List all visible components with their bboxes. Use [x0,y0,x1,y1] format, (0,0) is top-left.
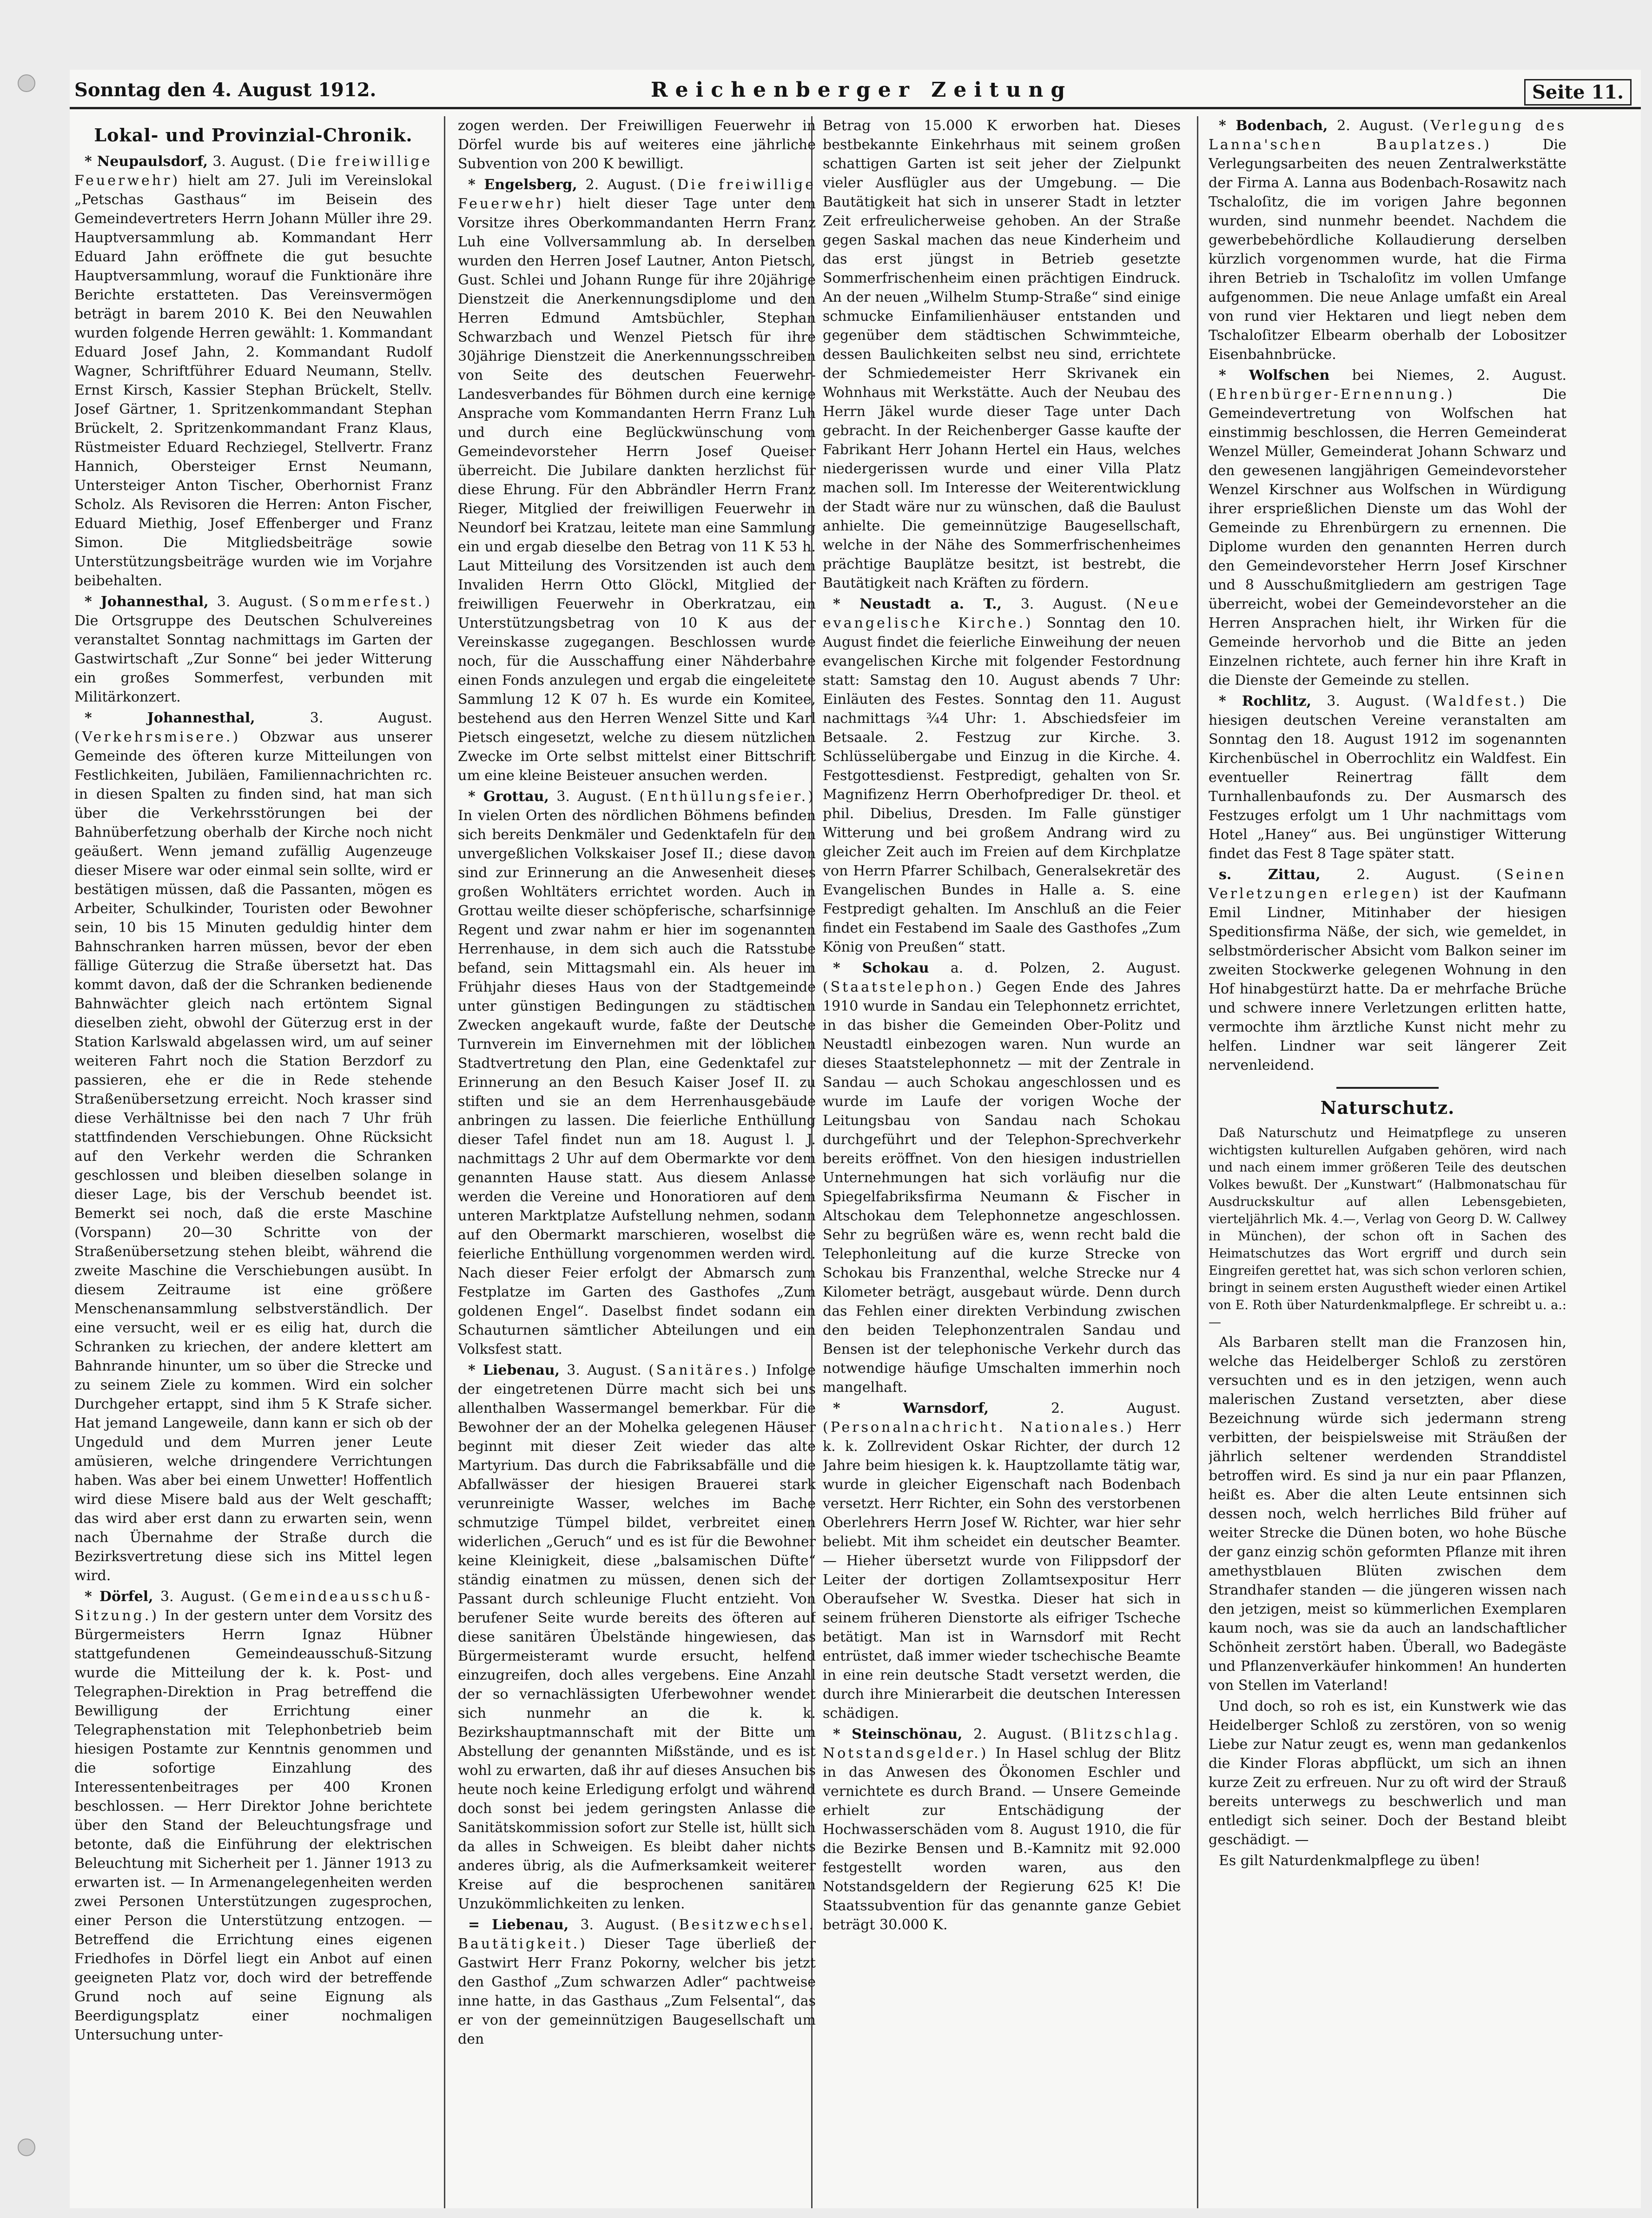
binding-margin [9,0,51,2218]
article-body: Es gilt Naturdenkmalpflege zu üben! [1219,1853,1480,1869]
article: * Johannesthal, 3. August. (Verkehrsmisere.) Obzwar aus unserer Gemeinde des öfteren kurze Mitteilungen von Festlichkeiten, Jubiläen, Familiennachrichten rc. in diesen Spalten zu finden sind, hat man sich über die Verkehrsstörungen bei der Bahnüberfetzung oberhalb der Kirche noch nicht geäußert. Wenn jemand zufällig Augenzeuge dieser Misere war oder einmal sein sollte, wird er bestätigen müssen, daß die Passanten, mögen es Arbeiter, Schulkinder, Touristen oder Bewohner sein, 10 bis 15 Minuten geduldig hinter dem Bahnschranken harren müssen, bevor der eben fällige Güterzug die Straße übersetzt hat. Das kommt davon, daß der die Schranken bedienende Bahnwächter gleich nach ertöntem Signal dieselben zieht, obwohl der Güterzug erst in der Station Karlswald abgelassen wird, um auf seiner weiteren Fahrt noch die Station Berzdorf zu passieren, ehe er die in Rede stehende Straßenübersetzung erreicht. Noch krasser sind diese Verhältnisse bei den nach 7 Uhr früh stattfindenden Verschiebungen. Ohne Rücksicht auf den Verkehr werden die Schranken geschlossen und bleiben dieselben solange in dieser Lage, bis der Verschub beendet ist. Bemerkt sei noch, daß die erste Maschine (Vorspann) 20—30 Schritte von der Straßenübersetzung stehen bleibt, während die zweite Maschine die Verschiebungen ausübt. In diesem Zeitraume ist eine größere Menschenansammlung selbstverständlich. Der eine versucht, weil er es eilig hat, durch die Schranken zu kriechen, der andere klettert am Bahnrande hinunter, um so über die Strecke und zu seinem Ziele zu kommen. Wird ein solcher Durchgeher ertappt, sind ihm 5 K Strafe sicher. Hat jemand Langeweile, dann kann er sich ob der Ungeduld und dem Murren jener Leute amüsieren, welche dringendere Verrichtungen haben. Was aber bei einem Unwetter! Hoffentlich wird diese Misere bald aus der Welt geschafft; das wird aber erst dann zu erwarten sein, wenn nach Übernahme der Straße durch die Bezirksvertretung diese sich ins Mittel legen wird. [74,710,432,1584]
section-title: Lokal- und Provinzial-Chronik. [94,125,413,146]
article: * Neustadt a. T., 3. August. (Neue evangelische Kirche.) Sonntag den 10. August findet die feierliche Einweihung der neuen evangelischen Kirche mit folgender Festordnung statt: Samstag den 10. August abends 7 Uhr: Einläuten des Festes. Sonntag den 11. August nachmittags ¾4 Uhr: 1. Abschiedsfeier im Betsaale. 2. Festzug zur Kirche. 3. Schlüsselübergabe und Einzug in die Kirche. 4. Festgottesdienst. Festpredigt, gehalten von Sr. Magnifizenz Herrn Oberhofprediger Dr. theol. et phil. Dibelius, Dresden. Im Falle günstiger Witterung und bei großem Andrang wird zu gleicher Zeit auch im Freien auf dem Kirchplatze von Herrn Pfarrer Schilbach, Generalsekretär des Evangelischen Bundes in Halle a. S. eine Festpredigt gehalten. Im Anschluß an die Feier findet ein Festabend im Saale des Gasthofes „Zum König von Preußen“ statt. [823,596,1181,955]
article: * Wolfschen bei Niemes, 2. August. (Ehrenbürger-Ernennung.) Die Gemeindevertretung von Wolfschen hat einstimmig beschlossen, die Herren Gemeinderat Wenzel Müller, Gemeinderat Johann Schwarz und den gewesenen langjährigen Gemeindevorsteher Wenzel Kirschner aus Wolfschen in Würdigung ihrer ersprießlichen Dienste um das Wohl der Gemeinde zu Ehrenbürgern zu ernennen. Die Diplome wurden den genannten Herren durch den Gemeindevorsteher Herrn Josef Kirschner und 8 Ausschußmitgliedern am gestrigen Tage überreicht, wobei der Gemeindevorsteher an die Herren Ansprachen hielt, ihr Wirken für die Gemeinde hervorhob und die Bitte an jeden Einzelnen richtete, auch ferner hin ihre Kraft in die Dienste der Gemeinde zu stellen. [1209,367,1566,689]
article: * Liebenau, 3. August. (Sanitäres.) Infolge der eingetretenen Dürre macht sich bei uns allenthalben Wassermangel bemerkbar. Für die Bewohner der an der Mohelka gelegenen Häuser beginnt mit dieser Zeit wieder das alte Martyrium. Das durch die Fabriksabfälle und die Abfallwässer der hiesigen Brauerei stark verunreinigte Wasser, welches im Bache schmutzige Tümpel bildet, verbreitet einen widerlichen „Geruch“ und es ist für die Bewohner keine Kleinigkeit, diese „balsamischen Düfte“ ständig einatmen zu müssen, denen sich der Passant durch schleunige Flucht entzieht. Von berufener Seite wurde bereits des öfteren auf diese sanitären Übelstände hingewiesen, das Bürgermeisteramt wurde ersucht, helfend einzugreifen, doch alles vergebens. Eine Anzahl der so vernachlässigten Uferbewohner wendet sich nunmehr an die k. k. Bezirkshauptmannschaft mit der Bitte um Abstellung der genannten Mißstände, und es ist wohl zu erwarten, daß ihr auf dieses Ansuchen bis heute noch keine Erledigung erfolgt und während doch sonst bei jedem geringsten Anlasse die Sanitätskommission sofort zur Stelle ist, hüllt sich da alles in Schweigen. Es bleibt daher nichts anderes übrig, als die Aufmerksamkeit weiterer Kreise auf die besprochenen sanitären Unzukömmlichkeiten zu lenken. [458,1362,816,1912]
article: * Engelsberg, 2. August. (Die freiwillige Feuerwehr) hielt dieser Tage unter dem Vorsitze ihres Oberkommandanten Herrn Franz Luh eine Vollversammlung ab. In derselben wurden den Herren Josef Lautner, Anton Pietsch, Gust. Schlei und Johann Runge für ihre 20jährige Dienstzeit die Anerkennungsdiplome und den Herren Edmund Amtsbüchler, Stephan Schwarzbach und Wenzel Pietsch für ihre 30jährige Dienstzeit die Anerkennungsschreiben von Seite des deutschen Feuerwehr-Landesverbandes für Böhmen durch eine kernige Ansprache vom Kommandanten Herrn Franz Luh und durch eine Beglückwünschung vom Gemeindevorsteher Herrn Josef Queiser überreicht. Die Jubilare dankten herzlichst für diese Ehrung. Für den Abbrändler Herrn Franz Rieger, Mitglied der freiwilligen Feuerwehr in Neundorf bei Kratzau, leitete man eine Sammlung ein und ergab dieselbe den Betrag von 11 K 53 h. Laut Mitteilung des Vorsitzenden ist auch dem Invaliden Herrn Otto Glöckl, Mitglied der freiwilligen Feuerwehr in Oberkratzau, ein Unterstützungsbetrag von 10 K aus der Vereinskasse zugegangen. Beschlossen wurde noch, für die Ausschaffung einer Nähderbahre einen Fonds anzulegen und ergab die eingeleitete Sammlung 12 K 07 h. Es wurde ein Komitee, bestehend aus den Herren Wenzel Sitte und Karl Pietsch eingesetzt, welche zu diesem nützlichen Zwecke im Orte selbst mittelst einer Bittschrift um eine kleine Beisteuer ansuchen werden. [458,177,816,784]
article: * Bodenbach, 2. August. (Verlegung des Lanna'schen Bauplatzes.) Die Verlegungsarbeiten des neuen Zentralwerkstätte der Firma A. Lanna aus Bodenbach-Rosawitz nach Tschaloſitz, die im vorigen Jahre begonnen wurden, sind nunmehr beendet. Nachdem die gewerbebehördliche Kollaudierung derselben kürzlich vorgenommen wurde, hat die Firma ihren Betrieb in Tschaloſitz im vollen Umfange aufgenommen. Die neue Anlage umfaßt ein Areal von rund vier Hektaren und liegt neben dem Tschaloſitzer Elbearm oberhalb der Lobositzer Eisenbahnbrücke. [1209,118,1566,363]
article: * Neupaulsdorf, 3. August. (Die freiwillige Feuerwehr) hielt am 27. Juli im Vereinslokal „Petschas Gasthaus“ im Beisein des Gemeindevertreters Herrn Johann Müller ihre 29. Hauptversammlung ab. Kommandant Herr Eduard Jahn eröffnete die gut besuchte Hauptversammlung, worauf die Funktionäre ihre Berichte erstatteten. Das Vereinsvermögen beträgt in barem 2010 K. Bei den Neuwahlen wurden folgende Herren gewählt: 1. Kommandant Eduard Josef Jahn, 2. Kommandant Rudolf Wagner, Schriftführer Eduard Neumann, Stellv. Ernst Kirsch, Kassier Stephan Brückelt, Stellv. Josef Gärtner, 1. Spritzenkommandant Stephan Brückelt, 2. Spritzenkommandant Franz Klaus, Rüstmeister Eduard Rechziegel, Stellvertr. Franz Hannich, Obersteiger Ernst Neumann, Untersteiger Anton Tischer, Oberhornist Franz Scholz. Als Revisoren die Herren: Anton Fischer, Eduard Miethig, Josef Effenberger und Franz Simon. Die Mitgliedsbeiträge sowie Unterstützungsbeiträge wurden wie im Vorjahre beibehalten. [74,153,432,589]
page-header [70,70,1641,109]
article: * Warnsdorf, 2. August. (Personalnachricht. Nationales.) Herr k. k. Zollrevident Oskar Richter, der durch 12 Jahre beim hiesigen k. k. Hauptzollamte tätig war, wurde in gleicher Eigenschaft nach Bodenbach versetzt. Herr Richter, ein Sohn des verstorbenen Oberlehrers Herrn Josef W. Richter, war hier sehr beliebt. Mit ihm scheidet ein deutscher Beamter. — Hieher übersetzt wurde von Filippsdorf der Leiter der dortigen Zollamtsexpositur Herr Oberaufseher W. Svestka. Dieser hat sich in seinem früheren Dienstorte als eifriger Tscheche betätigt. Man ist in Warnsdorf mit Recht entrüstet, daß immer wieder tschechische Beamte in eine rein deutsche Stadt versetzt werden, die durch ihre Minierarbeit die deutschen Interessen schädigen. [823,1400,1181,1721]
article-body: Und doch, so roh es ist, ein Kunstwerk wie das Heidelberger Schloß zu zerstören, von so wenig Liebe zur Natur zeugt es, wenn man gedankenlos die Kinder Floras abpflückt, um sich an ihnen kurze Zeit zu erfreuen. Nur zu oft wird der Strauß bereits unterwegs zu beschwerlich und man entledigt sich seiner. Doch der Bestand bleibt geschädigt. — [1209,1698,1566,1848]
article: s. Zittau, 2. August. (Seinen Verletzungen erlegen) ist der Kaufmann Emil Lindner, Mitinhaber der hiesigen Speditionsfirma Näße, der sich, wie gemeldet, in selbstmörderischer Absicht vom Balkon seiner im zweiten Stockwerke gelegenen Wohnung in den Hof hinabgestürzt hatte. Da er mehrfache Brüche und schwere innere Verletzungen erlitten hatte, vermochte ihm ärztliche Kunst nicht mehr zu helfen. Lindner war seit längerer Zeit nervenleidend. [1209,867,1566,1073]
binding-hole [18,2139,35,2156]
article-intro: Daß Naturschutz und Heimatpflege zu unseren wichtigsten kulturellen Aufgaben gehören, wird nach und nach einem immer größeren Teile des deutschen Volkes bewußt. Der „Kunstwart“ (Halbmonatschau für Ausdruckskultur auf allen Lebensgebieten, vierteljährlich Mk. 4.—, Verlag von Georg D. W. Callwey in München), der schon oft in Sachen des Heimatschutzes das Wort ergriff und durch sein Eingreifen gerettet hat, was sich schon verloren schien, bringt in seinem ersten Augustheft wieder einen Artikel von E. Roth über Naturdenkmalpflege. Er schreibt u. a.: — [1209,1126,1566,1330]
article-continuation: zogen werden. Der Freiwilligen Feuerwehr in Dörfel wurde bis auf weiteres eine jährliche Subvention von 200 K bewilligt. [458,118,816,172]
article: * Steinschönau, 2. August. (Blitzschlag. Notstandsgelder.) In Hasel schlug der Blitz in das Anwesen des Ökonomen Eschler und vernichtete es durch Brand. — Unsere Gemeinde erhielt zur Entschädigung der Hochwasserschäden vom 8. August 1910, die für die Bezirke Bensen und B.-Kamnitz mit 92.000 festgestellt worden waren, aus den Notstandsgeldern der Regierung 625 K! Die Staatssubvention für das genannte ganze Gebiet beträgt 30.000 K. [823,1726,1181,1933]
column-3 [823,116,1181,2208]
column-2 [458,116,816,2208]
article: = Liebenau, 3. August. (Besitzwechsel. Bautätigkeit.) Dieser Tage überließ der Gastwirt Herr Franz Pokorny, welcher bis jetzt den Gasthof „Zum schwarzen Adler“ pachtweise inne hatte, in das Gasthaus „Zum Felsental“, das er von der gemeinnützigen Baugesellschaft um den [458,1917,816,2047]
column-1 [74,116,432,2208]
column-4 [1209,116,1566,2208]
article: * Schokau a. d. Polzen, 2. August. (Staatstelephon.) Gegen Ende des Jahres 1910 wurde in Sandau ein Telephonnetz errichtet, in das bisher die Gemeinden Ober-Politz und Neustadtl einbezogen waren. Nun wurde an dieses Staatstelephonnetz — mit der Zentrale in Sandau — auch Schokau angeschlossen und es wurde im Laufe der vorigen Woche der Leitungsbau von Sandau nach Schokau durchgeführt und der Telephon-Sprechverkehr bereits eröffnet. Von den hiesigen industriellen Unternehmungen hat sich vorläufig nur die Spiegelfabriksfirma Neumann & Fischer in Altschokau dem Telephonnetze angeschlossen. Sehr zu begrüßen wäre es, wenn recht bald die Telephonleitung auf die kurze Strecke von Schokau bis Franzenthal, welche Strecke nur 4 Kilometer beträgt, ausgebaut würde. Denn durch das Fehlen einer direkten Verbindung zwischen den beiden Telephonzentralen Sandau und Bensen ist der telephonische Verkehr durch das notwendige häufige Umschalten immerhin noch mangelhaft. [823,960,1181,1396]
section-divider [1336,1087,1439,1089]
page-number: Seite 11. [1524,79,1632,106]
article-body: Als Barbaren stellt man die Franzosen hin, welche das Heidelberger Schloß zu zerstören versuchten und es in den jetzigen, wenn auch malerischen Zustand versetzten, aber diese Bezeichnung würde sich jedermann streng verbitten, der beispielsweise mit Sträußen der jährlich seltener werdenden Stranddistel betroffen wird. Es sind ja nur ein paar Pflanzen, heißt es. Aber die alten Leute entsinnen sich dessen noch, welch herrliches Bild früher auf weiter Strecke die Dünen boten, wo hohe Büsche der ganz einzig schön geformten Pflanze mit ihren amethystblauen Blüten zwischen dem Strandhafer standen — die jüngeren wissen nach den jetzigen, meist so kümmerlichen Exemplaren kaum noch, was sie da auch an landschaftlicher Schönheit zerstört haben. Überall, wo Badegäste und Pflanzenverkäufer hinkommen! An hunderten von Stellen im Vaterland! [1209,1334,1566,1694]
article: * Johannesthal, 3. August. (Sommerfest.) Die Ortsgruppe des Deutschen Schulvereines veranstaltet Sonntag nachmittags im Garten der Gastwirtschaft „Zur Sonne“ bei jeder Witterung ein großes Sommerfest, verbunden mit Militärkonzert. [74,594,432,705]
article: * Dörfel, 3. August. (Gemeindeausschuß-Sitzung.) In der gestern unter dem Vorsitz des Bürgermeisters Herrn Ignaz Hübner stattgefundenen Gemeindeausschuß-Sitzung wurde die Mitteilung der k. k. Post- und Telegraphen-Direktion in Prag betreffend die Bewilligung der Errichtung einer Telegraphenstation mit Telephonbetrieb beim hiesigen Postamte zur Kenntnis genommen und die sofortige Einzahlung des Interessentenbeitrages per 400 Kronen beschlossen. — Herr Direktor Johne berichtete über den Stand der Beleuchtungsfrage und betonte, daß die Einführung der elektrischen Beleuchtung mit Sicherheit per 1. Jänner 1913 zu erwarten ist. — In Armenangelegenheiten werden zwei Personen Unterstützungen zugesprochen, einer Person die Unterstützung entzogen. — Betreffend die Errichtung eines eigenen Friedhofes in Dörfel liegt ein Anbot auf einen geeigneten Platz vor, doch wird der betreffende Grund noch auf seine Eignung als Beerdigungsplatz einer nochmaligen Untersuchung unter- [74,1589,432,2043]
column-rule [1197,116,1198,2208]
binding-hole [18,74,35,92]
header-date: Sonntag den 4. August 1912. [74,79,377,101]
article: * Grottau, 3. August. (Enthüllungsfeier.) In vielen Orten des nördlichen Böhmens befinden sich bereits Denkmäler und Gedenktafeln für den unvergeßlichen Volkskaiser Josef II.; diese davon sind zur Erinnerung an die Anwesenheit dieses großen Wohltäters errichtet worden. Auch in Grottau weilte dieser schöpferische, scharfsinnige Regent und zwar nahm er hier im sogenannten Herrenhause, in dem sich auch die Ratsstube befand, sein Mittagsmahl ein. Als heuer im Frühjahr dieses Haus von der Stadtgemeinde unter günstigen Bedingungen zu städtischen Zwecken angekauft wurde, faßte der Deutsche Turnverein im Einvernehmen mit der löblichen Stadtvertretung den Plan, eine Gedenktafel zur Erinnerung an den Besuch Kaiser Josef II. zu stiften und sie an dem Herrenhausgebäude anbringen zu lassen. Die feierliche Enthüllung dieser Tafel findet nun am 18. August l. J. nachmittags 2 Uhr auf dem Obermarkte vor dem genannten Hause statt. Aus diesem Anlasse werden die Vereine und Honoratioren auf dem unteren Marktplatze Aufstellung nehmen, sodann auf den Obermarkt marschieren, woselbst die feierliche Enthüllung vorgenommen werden wird. Nach dieser Feier erfolgt der Abmarsch zum Festplatze im Garten des Gasthofes „Zum goldenen Engel“. Daselbst findet sodann ein Schauturnen sämtlicher Abteilungen und ein Volksfest statt. [458,788,816,1357]
masthead: Reichenberger Zeitung [651,78,1073,102]
article: * Rochlitz, 3. August. (Waldfest.) Die hiesigen deutschen Vereine veranstalten am Sonntag den 18. August 1912 im sogenannten Kirchenbüschel in Oberrochlitz ein Waldfest. Ein eventueller Reinertrag fällt dem Turnhallenbaufonds zu. Der Ausmarsch des Festzuges erfolgt um 1 Uhr nachmittags vom Hotel „Haney“ aus. Bei ungünstiger Witterung findet das Fest 8 Tage später statt. [1209,693,1566,862]
section-title: Naturschutz. [1320,1097,1455,1118]
article-continuation: Betrag von 15.000 K erworben hat. Dieses bestbekannte Einkehrhaus mit seinem großen schattigen Garten ist seit jeher der Zielpunkt vieler Ausflügler aus der Umgebung. — Die Bautätigkeit hat sich in unserer Stadt in letzter Zeit erfreulicherweise gehoben. An der Straße gegen Saskal machen das neue Kinderheim und das erst jüngst in Betrieb gesetzte Sommerfrischenheim einen prächtigen Eindruck. An der neuen „Wilhelm Stump-Straße“ sind einige schmucke Einfamilienhäuser entstanden und gegenüber dem städtischen Schwimmteiche, dessen Baulichkeiten selbst neu sind, errichtete der Schmiedemeister Herr Skrivanek ein Wohnhaus mit Werkstätte. Auch der Neubau des Herrn Jäkel wurde dieser Tage unter Dach gebracht. In der Reichenberger Gasse kaufte der Fabrikant Herr Johann Hertel ein Haus, welches niedergerissen wurde und einer Villa Platz machen soll. Im Interesse der Weiterentwicklung der Stadt wäre nur zu wünschen, daß die Baulust anhielte. Die gemeinnützige Baugesellschaft, welche in der Nähe des Sommerfrischenheimes prächtige Bauplätze besitzt, ist bestrebt, die Bautätigkeit nach Kräften zu fördern. [823,118,1181,591]
column-rule [444,116,445,2208]
